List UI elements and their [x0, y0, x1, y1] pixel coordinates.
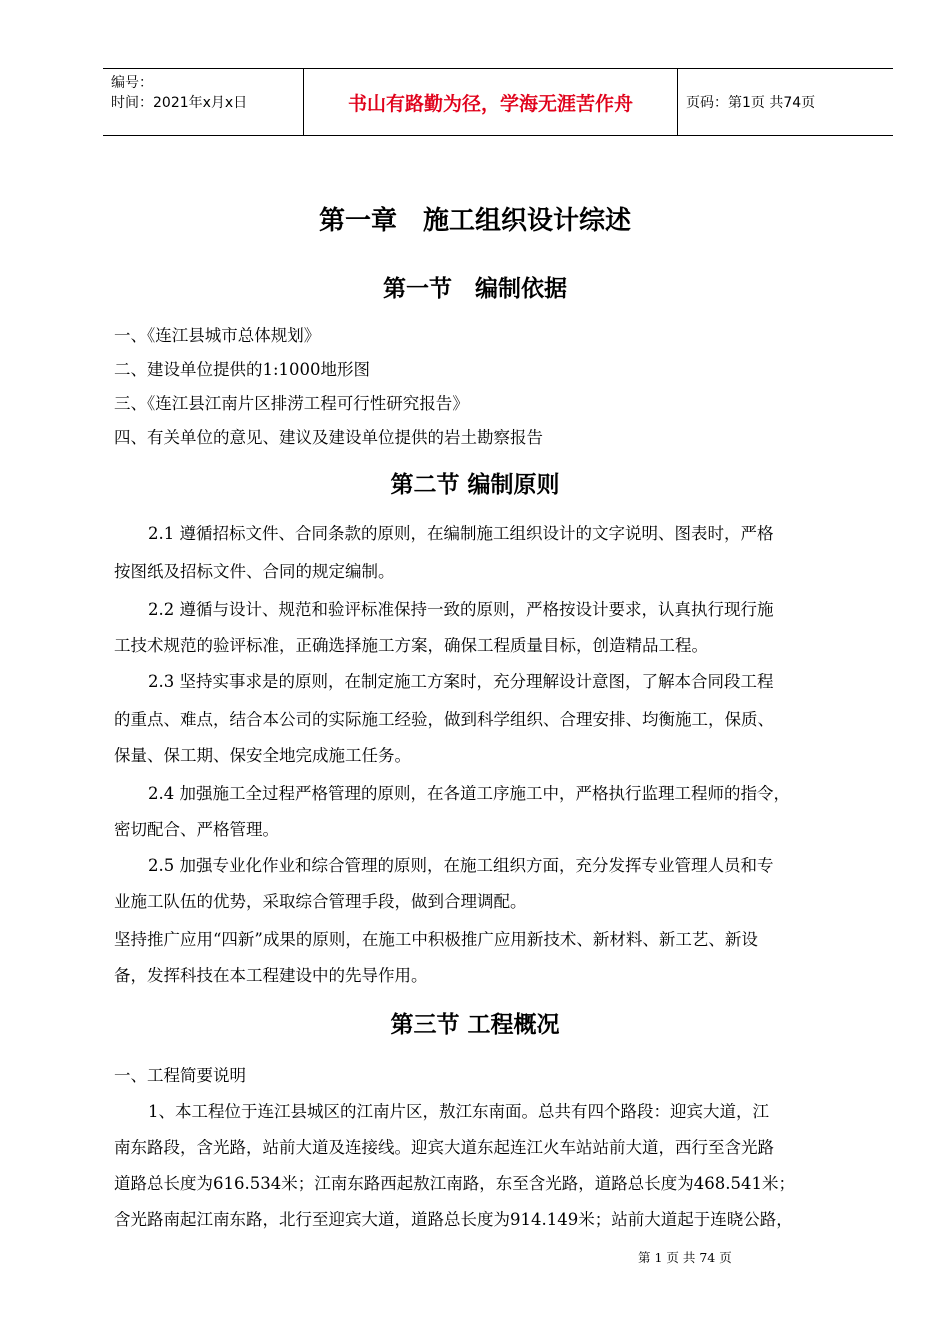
section-title-overview: 第三节 工程概况 [390, 1012, 560, 1038]
principle-line: 保量、保工期、保安全地完成施工任务。 [114, 746, 411, 765]
document-header [103, 68, 893, 136]
principle-line: 的重点、难点，结合本公司的实际施工经验，做到科学组织、合理安排、均衡施工，保质、 [114, 710, 774, 729]
principle-line: 备，发挥科技在本工程建设中的先导作用。 [114, 966, 428, 985]
number-label: 编号： [111, 75, 153, 91]
basis-item: 二、建设单位提供的1:1000地形图 [114, 360, 371, 379]
principle-line: 按图纸及招标文件、合同的规定编制。 [114, 562, 395, 581]
overview-line: 1、本工程位于连江县城区的江南片区，敖江东南面。总共有四个路段：迎宾大道，江 [148, 1102, 769, 1121]
overview-line: 含光路南起江南东路，北行至迎宾大道，道路总长度为914.149米；站前大道起于连晓公路， [114, 1210, 793, 1229]
basis-item: 四、有关单位的意见、建议及建设单位提供的岩土勘察报告 [114, 428, 543, 447]
principle-line: 2.2 遵循与设计、规范和验评标准保持一致的原则，严格按设计要求，认真执行现行施 [148, 600, 774, 619]
overview-line: 道路总长度为616.534米；江南东路西起敖江南路，东至含光路，道路总长度为468.541米； [114, 1174, 795, 1193]
principle-line: 密切配合、严格管理。 [114, 820, 279, 839]
header-page-info: 页码：第1页 共74页 [686, 95, 816, 111]
header-meta-cell [103, 69, 304, 135]
time-label: 时间：2021年x月x日 [111, 95, 248, 111]
principle-line: 2.5 加强专业化作业和综合管理的原则，在施工组织方面，充分发挥专业管理人员和专 [148, 856, 774, 875]
basis-item: 一、《连江县城市总体规划》 [114, 326, 321, 345]
principle-line: 坚持推广应用“四新”成果的原则，在施工中积极推广应用新技术、新材料、新工艺、新设 [114, 930, 758, 949]
principle-line: 2.4 加强施工全过程严格管理的原则，在各道工序施工中，严格执行监理工程师的指令， [148, 784, 790, 803]
section-title-principles: 第二节 编制原则 [390, 472, 560, 498]
page-footer: 第 1 页 共 74 页 [638, 1250, 732, 1265]
principle-line: 2.3 坚持实事求是的原则，在制定施工方案时，充分理解设计意图，了解本合同段工程 [148, 672, 774, 691]
section-title-basis: 第一节 编制依据 [383, 276, 567, 302]
principle-line: 业施工队伍的优势，采取综合管理手段，做到合理调配。 [114, 892, 527, 911]
overview-line: 南东路段，含光路，站前大道及连接线。迎宾大道东起连江火车站站前大道，西行至含光路 [114, 1138, 774, 1157]
basis-item: 三、《连江县江南片区排涝工程可行性研究报告》 [114, 394, 469, 413]
page-info-cell [678, 69, 893, 135]
principle-line: 2.1 遵循招标文件、合同条款的原则，在编制施工组织设计的文字说明、图表时，严格 [148, 524, 774, 543]
overview-subheading: 一、工程简要说明 [114, 1066, 246, 1085]
chapter-title: 第一章 施工组织设计综述 [318, 206, 631, 236]
motto-cell [304, 69, 678, 135]
header-motto: 书山有路勤为径，学海无涯苦作舟 [347, 92, 633, 115]
principle-line: 工技术规范的验评标准，正确选择施工方案，确保工程质量目标，创造精品工程。 [114, 636, 708, 655]
